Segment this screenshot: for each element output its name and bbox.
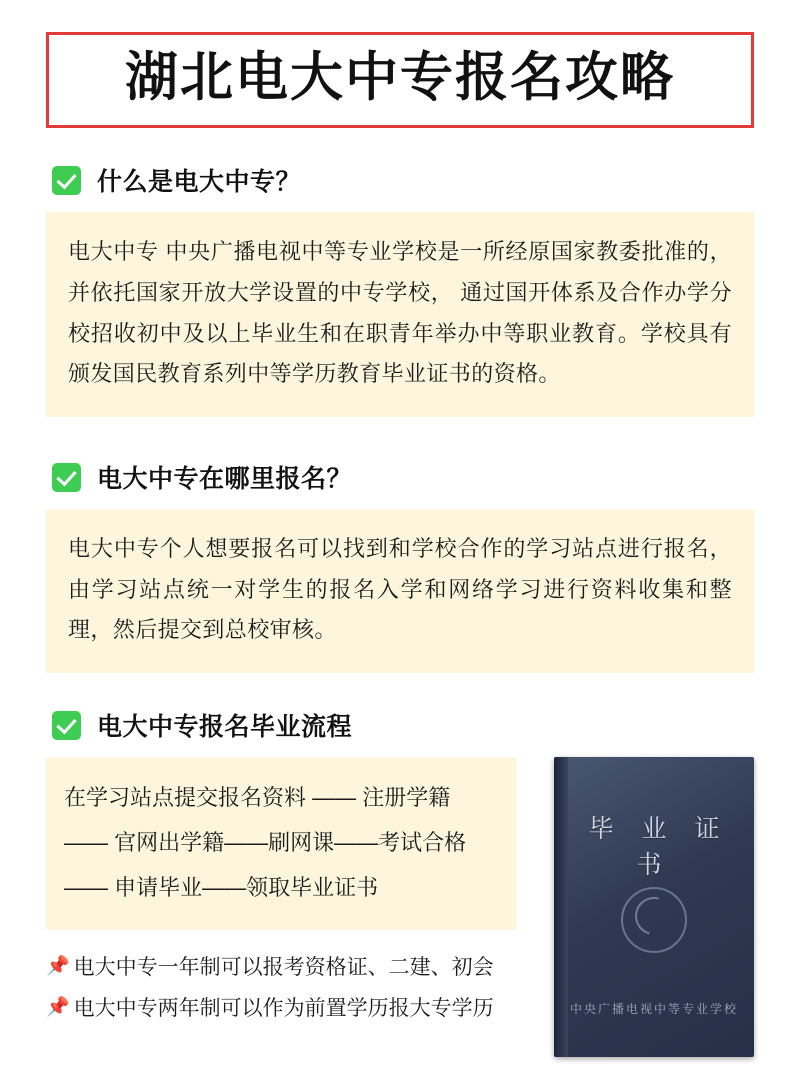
note-text: 电大中专一年制可以报考资格证、二建、初会 [73,956,494,980]
notes-list [46,948,516,1030]
note-item [46,989,516,1030]
pin-icon: 📌 [46,997,70,1019]
section-heading-what-is [52,162,754,198]
process-section [46,757,754,1030]
check-icon [52,463,81,492]
check-icon [52,711,81,740]
note-item [46,948,516,989]
graduation-certificate-photo [554,757,754,1057]
certificate-emblem-icon [621,887,687,953]
section-body-what-is: 电大中专 中央广播电视中等专业学校是一所经原国家教委批准的，并依托国家开放大学设置的中专学校， 通过国开体系及合作办学分校招收初中及以上毕业生和在职青年举办中等职业教育。学校具有颁发国民教育系列中等学历教育毕业证书的资格。 [46,212,754,417]
certificate-subtitle: 中央广播电视中等专业学校 [569,1002,738,1017]
flow-line: —— 官网出学籍——刷网课——考试合格 [64,830,467,856]
check-icon [52,166,81,195]
pin-icon: 📌 [46,956,70,978]
spacer [46,417,754,459]
section-title: 电大中专在哪里报名？ [97,465,353,494]
note-text: 电大中专两年制可以作为前置学历报大专学历 [73,997,494,1021]
section-heading-process [52,707,754,743]
poster-title-box [46,32,754,128]
section-heading-where-to-apply [52,459,754,495]
process-flow-block [46,757,516,930]
section-body-where-to-apply: 电大中专个人想要报名可以找到和学校合作的学习站点进行报名，由学习站点统一对学生的报名入学和网络学习进行资料收集和整理，然后提交到总校审核。 [46,509,754,673]
section-title: 电大中专报名毕业流程 [97,713,353,742]
flow-line: —— 申请毕业——领取毕业证书 [64,875,379,901]
page-title: 湖北电大中专报名攻略 [125,47,675,108]
section-title: 什么是电大中专？ [97,168,302,197]
flow-line: 在学习站点提交报名资料 —— 注册学籍 [64,785,451,811]
certificate-title: 毕 业 证 书 [588,814,730,880]
spacer [46,673,754,707]
